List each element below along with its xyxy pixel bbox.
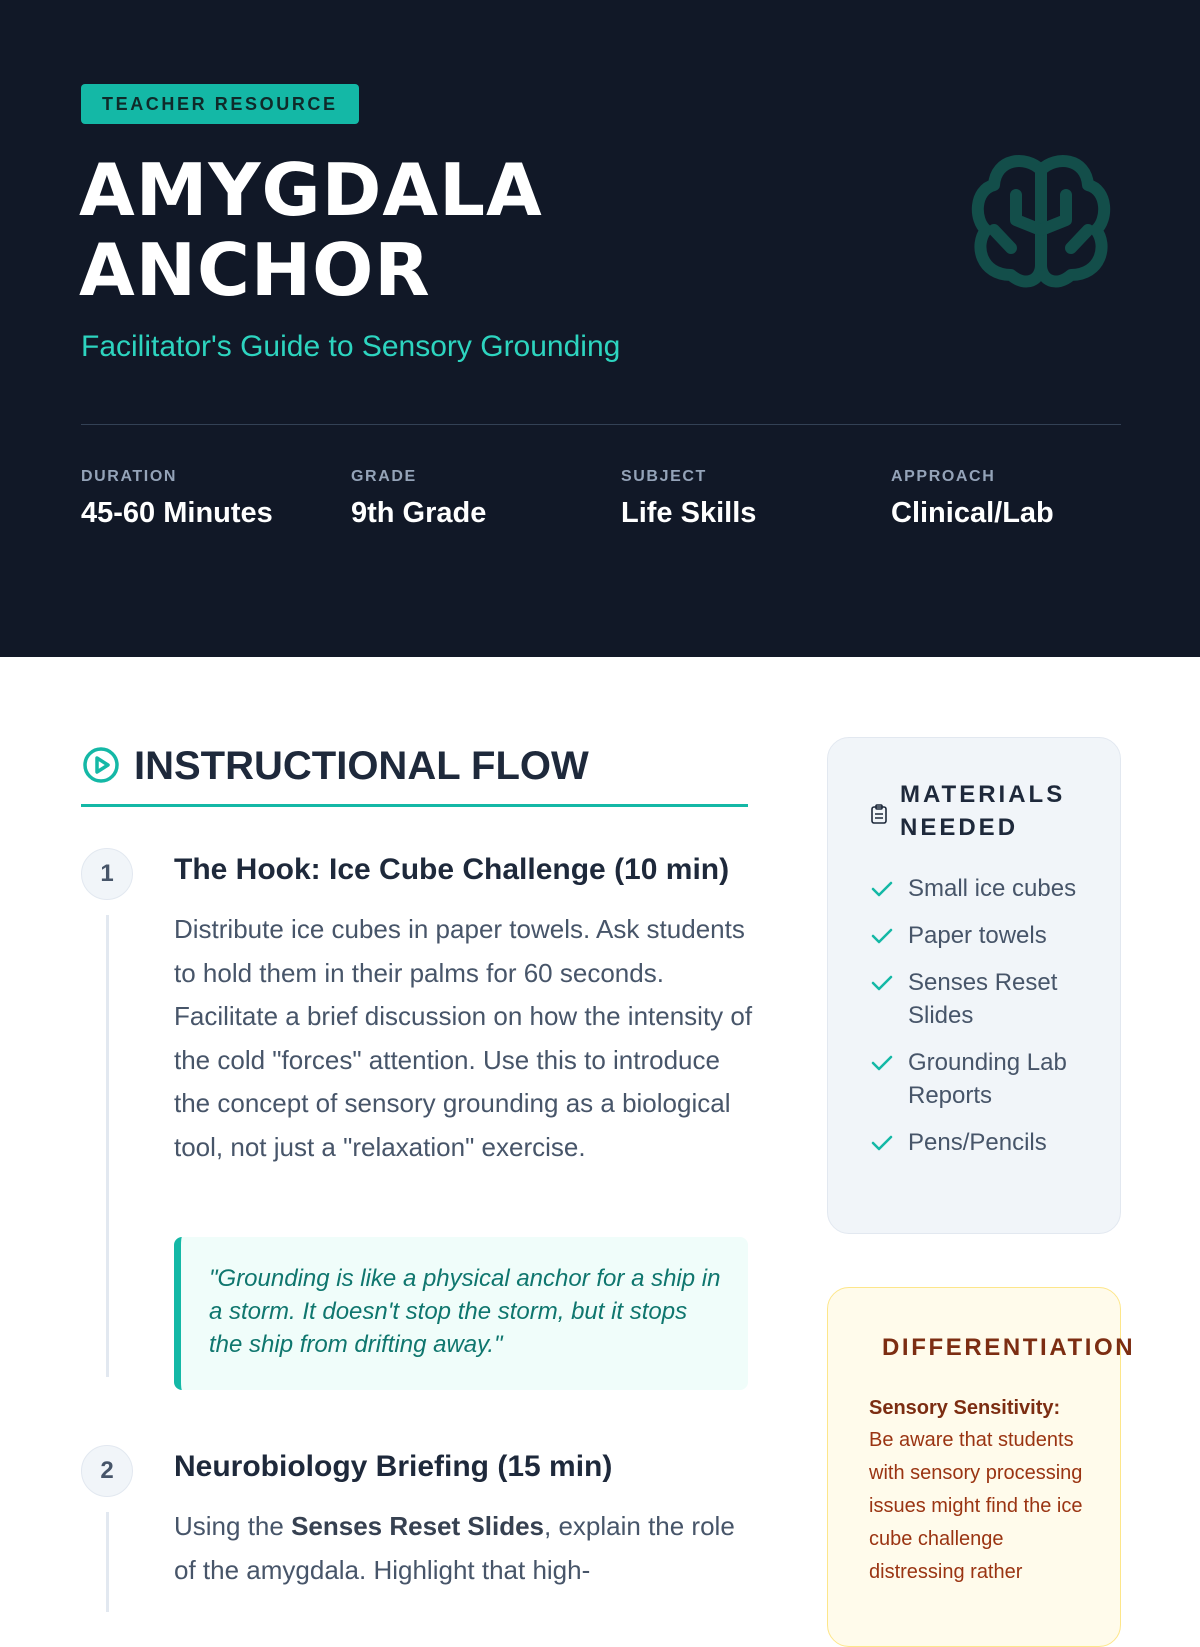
instructional-flow-heading (81, 735, 748, 807)
step-body: Distribute ice cubes in paper towels. Ask students to hold them in their palms for 60 seconds. Facilitate a brief discussion on how the intensity of the cold "forces" attention. Use this to introduce the concept of sensory grounding as a biological tool, not just a "relaxation" exercise. (174, 914, 753, 1162)
step-title: Neurobiology Briefing (15 min) (174, 1450, 613, 1483)
materials-title (900, 778, 1065, 844)
meta-subject (621, 467, 881, 533)
differentiation-card (827, 1287, 1136, 1647)
meta-value: 9th Grade (351, 497, 487, 529)
material-label: Small ice cubes (908, 875, 1077, 902)
quote-callout: "Grounding is like a physical anchor for a ship in a storm. It doesn't stop the storm, but it stops the ship from drifting away." (174, 1237, 748, 1390)
list-item (870, 966, 1110, 1032)
timeline-line (106, 1512, 109, 1612)
meta-label: DURATION (81, 468, 178, 485)
play-circle-icon (81, 745, 121, 785)
meta-duration (81, 467, 341, 533)
meta-label: GRADE (351, 468, 417, 485)
page-title (79, 150, 779, 310)
list-item (870, 919, 1110, 952)
differentiation-text: Be aware that students with sensory processing issues might find the ice cube challenge distressing rather (869, 1429, 1083, 1583)
body-text: Using the (174, 1511, 292, 1541)
meta-value: Clinical/Lab (891, 497, 1054, 529)
timeline-line (106, 915, 109, 1377)
list-item (870, 1046, 1110, 1112)
title-line-2: ANCHOR (79, 228, 431, 312)
header-banner (0, 0, 1200, 657)
meta-value: Life Skills (621, 497, 757, 529)
title-line-1: AMYGDALA (79, 148, 543, 232)
body-text: , explain the role of the amygdala. Highlight that high- (174, 1511, 735, 1585)
list-item (870, 1126, 1110, 1159)
meta-label: APPROACH (891, 468, 996, 485)
list-item (870, 872, 1110, 905)
slides-reference: Senses Reset Slides (291, 1511, 544, 1541)
step-number: 2 (81, 1445, 133, 1497)
differentiation-title: DIFFERENTIATION (882, 1334, 1136, 1361)
meta-grade (351, 467, 611, 533)
step-number: 1 (81, 848, 133, 900)
resource-badge: TEACHER RESOURCE (81, 84, 359, 124)
meta-approach (891, 467, 1151, 533)
check-icon (870, 1053, 894, 1073)
material-label: Pens/Pencils (908, 1129, 1047, 1156)
check-icon (870, 1133, 894, 1153)
step-title: The Hook: Ice Cube Challenge (10 min) (174, 853, 730, 886)
material-label: Paper towels (908, 922, 1047, 949)
section-title: INSTRUCTIONAL FLOW (134, 744, 589, 788)
material-label: Grounding Lab Reports (908, 1049, 1067, 1109)
step-body (174, 1505, 754, 1592)
meta-value: 45-60 Minutes (81, 497, 273, 529)
page-subtitle: Facilitator's Guide to Sensory Grounding (81, 330, 621, 363)
brain-icon (966, 150, 1116, 300)
clipboard-icon (870, 804, 888, 824)
materials-title-line-2: NEEDED (900, 814, 1019, 841)
meta-label: SUBJECT (621, 468, 707, 485)
differentiation-label: Sensory Sensitivity: (869, 1397, 1061, 1419)
header-divider (81, 424, 1121, 425)
materials-title-line-1: MATERIALS (900, 781, 1066, 808)
check-icon (870, 926, 894, 946)
materials-card (827, 737, 1121, 1234)
material-label: Senses Reset Slides (908, 969, 1058, 1029)
check-icon (870, 973, 894, 993)
materials-list (870, 872, 1110, 1173)
check-icon (870, 879, 894, 899)
